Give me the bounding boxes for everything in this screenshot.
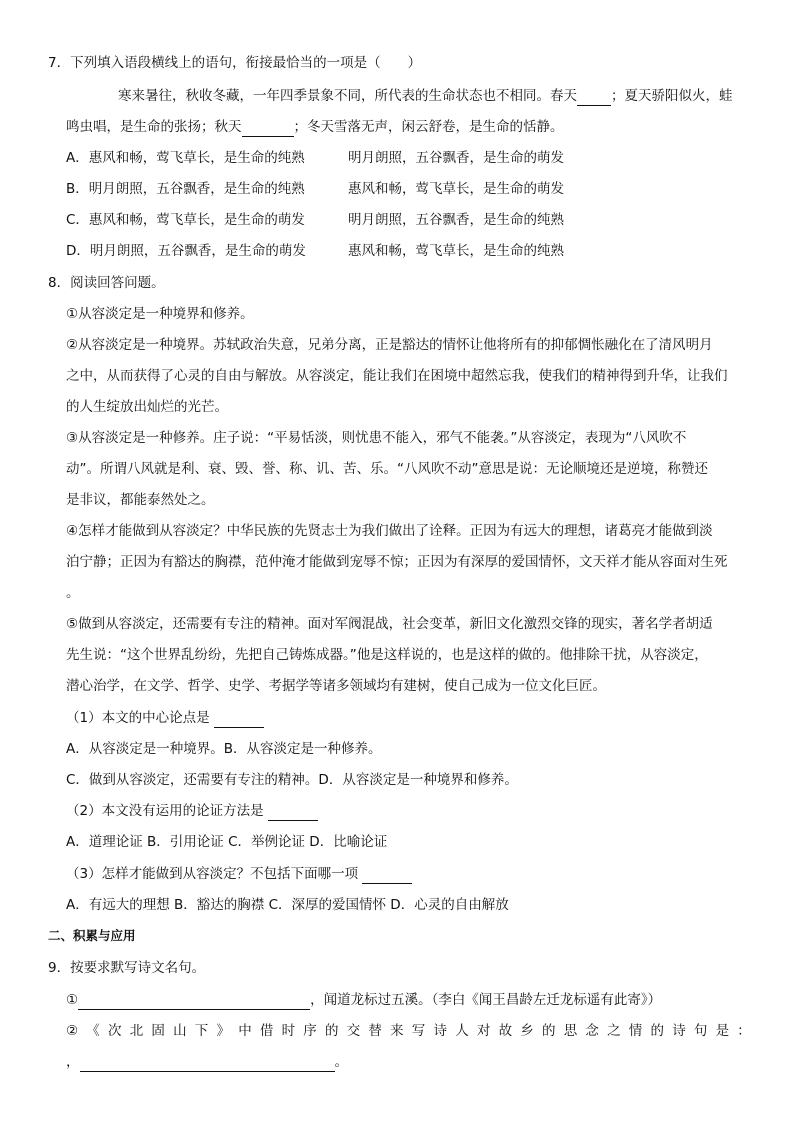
q7-option-a-right[interactable]: 明月朗照，五谷飘香，是生命的萌发	[348, 150, 564, 166]
q8-paragraph-4: 。	[66, 585, 80, 601]
q9-item-2-line2	[66, 1052, 348, 1072]
q9-item-2	[66, 1021, 760, 1041]
q8-sub1-options-ab[interactable]: A．从容淡定是一种境界。B．从容淡定是一种修养。	[66, 741, 382, 757]
q7-passage-text: 寒来暑往，秋收冬藏，一年四季景象不同，所代表的生命状态也不相同。春天	[118, 88, 577, 104]
q8-paragraph-5: ⑤做到从容淡定，还需要有专注的精神。面对军阀混战，社会变革，新旧文化激烈交锋的现实，著名学者胡适	[66, 616, 713, 632]
q8-sub1-answer-blank[interactable]	[214, 712, 264, 728]
q8-sub1-options-cd[interactable]: C．做到从容淡定，还需要有专注的精神。D．从容淡定是一种境界和修养。	[66, 772, 518, 788]
q8-paragraph-3: 是非议，都能泰然处之。	[66, 492, 215, 508]
q8-paragraph-3: ③从容淡定是一种修养。庄子说：“平易恬淡，则忧患不能入，邪气不能袭。”从容淡定，表现为“八风吹不	[66, 430, 687, 446]
q8-sub2	[66, 801, 318, 821]
q9-item2-answer-blank[interactable]	[80, 1056, 335, 1072]
q8-paragraph-2: 的人生绽放出灿烂的光芒。	[66, 399, 228, 415]
q7-passage-text: ；夏天骄阳似火，蛙	[611, 88, 733, 104]
q8-sub1-stem: （1）本文的中心论点是	[66, 710, 210, 726]
section-heading: 二、积累与应用	[48, 928, 136, 943]
q8-sub3-stem: （3）怎样才能做到从容淡定？不包括下面哪一项	[66, 866, 359, 882]
q8-sub3-options[interactable]: A．有远大的理想 B．豁达的胸襟 C．深厚的爱国情怀 D．心灵的自由解放	[66, 897, 509, 913]
q8-paragraph-4: ④怎样才能做到从容淡定？中华民族的先贤志士为我们做出了诠释。正因为有远大的理想，诸葛亮才能做到淡	[66, 523, 713, 539]
q7-option-c-left[interactable]: C．惠风和畅，莺飞草长，是生命的萌发	[66, 212, 305, 228]
q8-paragraph-4: 泊宁静；正因为有豁达的胸襟，范仲淹才能做到宠辱不惊；正因为有深厚的爱国情怀，文天祥才能从容面对生死	[66, 554, 728, 570]
q8-paragraph-5: 先生说：“这个世界乱纷纷，先把自己铸炼成器。”他是这样说的，也是这样的做的。他排除干扰，从容淡定，	[66, 647, 708, 663]
q8-sub2-options[interactable]: A．道理论证 B．引用论证 C．举例论证 D．比喻论证	[66, 834, 388, 850]
q9-item2-period: 。	[334, 1054, 348, 1070]
q8-stem: 8．阅读回答问题。	[48, 275, 165, 291]
q9-item1-text: ，闻道龙标过五溪。（李白《闻王昌龄左迁龙标遥有此寄》）	[310, 992, 662, 1008]
q7-passage-text: 鸣虫唱，是生命的张扬；秋天	[66, 119, 242, 135]
q8-sub2-stem: （2）本文没有运用的论证方法是	[66, 803, 264, 819]
q8-paragraph-1: ①从容淡定是一种境界和修养。	[66, 306, 254, 322]
q9-item2-text-chars: ②《次北固山下》中借时序的交替来写诗人对故乡的思念之情的诗句是：	[66, 1023, 760, 1039]
q8-paragraph-2: 之中，从而获得了心灵的自由与解放。从容淡定，能让我们在困境中超然忘我，使我们的精神得到升华，让我们	[66, 368, 728, 384]
q7-passage-line2	[66, 117, 564, 137]
q7-passage-line1	[118, 86, 733, 106]
q9-item2-comma: ，	[66, 1054, 80, 1070]
q8-paragraph-3: 动”。所谓八风就是利、衰、毁、誉、称、讥、苦、乐。“八风吹不动”意思是说：无论顺境还是逆境，称赞还	[66, 461, 708, 477]
q9-item-1	[66, 990, 661, 1010]
q7-option-b-left[interactable]: B．明月朗照，五谷飘香，是生命的纯熟	[66, 181, 305, 197]
q8-paragraph-2: ②从容淡定是一种境界。苏轼政治失意，兄弟分离，正是豁达的情怀让他将所有的抑郁惆怅融化在了清风明月	[66, 337, 713, 353]
q8-paragraph-5: 潜心治学，在文学、哲学、史学、考据学等诸多领域均有建树，使自己成为一位文化巨匠。	[66, 678, 606, 694]
q7-blank-autumn[interactable]	[242, 121, 294, 137]
q9-stem: 9．按要求默写诗文名句。	[48, 960, 206, 976]
q8-sub3	[66, 864, 412, 884]
q8-sub3-answer-blank[interactable]	[362, 868, 412, 884]
q7-blank-spring[interactable]	[577, 90, 611, 106]
q7-option-d-left[interactable]: D．明月朗照，五谷飘香，是生命的萌发	[66, 243, 306, 259]
q7-option-a-left[interactable]: A．惠风和畅，莺飞草长，是生命的纯熟	[66, 150, 305, 166]
q9-item1-answer-blank[interactable]	[78, 994, 310, 1010]
q7-option-d-right[interactable]: 惠风和畅，莺飞草长，是生命的纯熟	[348, 243, 564, 259]
q9-item1-number: ①	[66, 992, 79, 1008]
q8-sub1	[66, 708, 264, 728]
q7-option-b-right[interactable]: 惠风和畅，莺飞草长，是生命的萌发	[348, 181, 564, 197]
q7-option-c-right[interactable]: 明月朗照，五谷飘香，是生命的纯熟	[348, 212, 564, 228]
q7-stem: 7．下列填入语段横线上的语句，衔接最恰当的一项是（ ）	[48, 55, 422, 71]
q8-sub2-answer-blank[interactable]	[268, 805, 318, 821]
q7-passage-text: ；冬天雪落无声，闲云舒卷，是生命的恬静。	[293, 119, 564, 135]
q9-item2-text	[66, 1021, 760, 1041]
